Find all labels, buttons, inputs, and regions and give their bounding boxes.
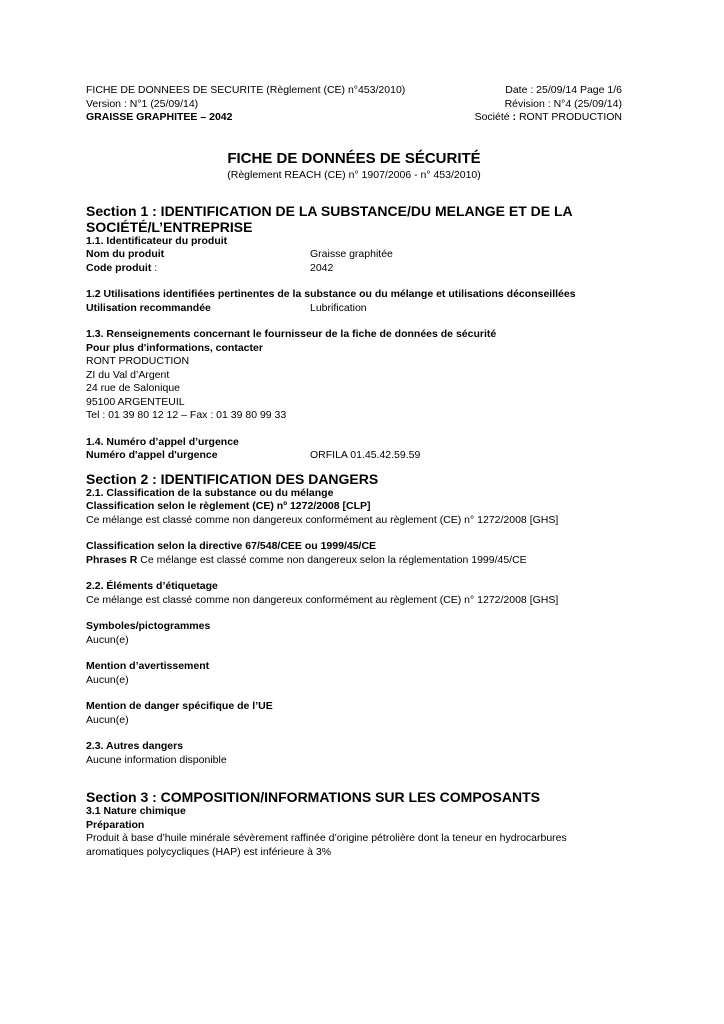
subsection-2-3: 2.3. Autres dangers <box>86 740 184 752</box>
emergency-number-label: Numéro d'appel d'urgence <box>86 449 218 461</box>
product-name-row <box>86 248 622 262</box>
header-company-label: Société <box>474 111 510 123</box>
recommended-use-row <box>86 302 622 316</box>
header-doc-ref: FICHE DE DONNEES DE SECURITE (Règlement (CE) n°453/2010) <box>86 84 406 96</box>
subsection-1-3: 1.3. Renseignements concernant le fournisseur de la fiche de données de sécurité <box>86 328 497 340</box>
document-title: FICHE DE DONNÉES DE SÉCURITÉ <box>227 149 481 167</box>
clp-classification-text: Ce mélange est classé comme non dangereux conformément au règlement (CE) n° 1272/2008 [GHS] <box>86 513 559 526</box>
section-2-title: Section 2 : IDENTIFICATION DES DANGERS <box>86 470 379 487</box>
subsection-2-1: 2.1. Classification de la substance ou du mélange <box>86 486 334 499</box>
preparation-text: Produit à base d’huile minérale sévèrement raffinée d’origine pétrolière dont la teneur en hydrocarbures aromatiques polycycliques (HAP) est inférieure à 3% <box>86 832 567 858</box>
page-header <box>86 84 622 125</box>
product-code-colon: : <box>151 261 158 274</box>
product-code-value: 2042 <box>310 261 334 274</box>
r-phrases-text: Ce mélange est classé comme non dangereux selon la réglementation 1999/45/CE <box>137 553 527 566</box>
labelling-text: Ce mélange est classé comme non dangereux conformément au règlement (CE) n° 1272/2008 [GHS] <box>86 593 559 606</box>
recommended-use-value: Lubrification <box>310 301 367 314</box>
header-date-page: Date : 25/09/14 Page 1/6 <box>505 84 622 96</box>
section-3-title: Section 3 : COMPOSITION/INFORMATIONS SUR LES COMPOSANTS <box>86 789 540 805</box>
product-code-row <box>86 262 622 276</box>
signal-word-value: Aucun(e) <box>86 673 129 686</box>
symbols-title: Symboles/pictogrammes <box>86 620 211 632</box>
subsection-1-2: 1.2 Utilisations identifiées pertinentes de la substance ou du mélange et utilisations déconseillées <box>86 288 576 300</box>
document-page <box>86 84 622 859</box>
recommended-use-label: Utilisation recommandée <box>86 301 211 314</box>
header-row-1 <box>86 84 622 98</box>
product-name-label: Nom du produit <box>86 248 165 260</box>
section-1-title: Section 1 : IDENTIFICATION DE LA SUBSTANCE/DU MELANGE ET DE LA SOCIÉTÉ/L’ENTREPRISE <box>86 202 573 235</box>
header-revision: Révision : N°4 (25/09/14) <box>504 97 622 110</box>
r-phrases-label: Phrases R <box>86 553 138 566</box>
eu-hazard-value: Aucun(e) <box>86 713 129 726</box>
preparation-title: Préparation <box>86 818 145 831</box>
subsection-1-1: 1.1. Identificateur du produit <box>86 234 228 247</box>
address-line-3: 24 rue de Salonique <box>86 382 180 394</box>
header-company-value: RONT PRODUCTION <box>518 111 622 123</box>
directive-classification-title: Classification selon la directive 67/548/CEE ou 1999/45/CE <box>86 540 377 552</box>
emergency-number-value: ORFILA 01.45.42.59.59 <box>310 449 421 461</box>
subsection-3-1: 3.1 Nature chimique <box>86 805 186 817</box>
emergency-number-row <box>86 449 622 463</box>
product-name-value: Graisse graphitée <box>310 248 393 260</box>
subsection-2-2: 2.2. Éléments d’étiquetage <box>86 580 218 592</box>
clp-classification-title: Classification selon le règlement (CE) nº 1272/2008 [CLP] <box>86 500 371 512</box>
subsection-1-4: 1.4. Numéro d’appel d’urgence <box>86 435 239 448</box>
product-code-label-wrap <box>86 262 310 276</box>
header-product: GRAISSE GRAPHITEE – 2042 <box>86 111 233 123</box>
signal-word-title: Mention d’avertissement <box>86 660 210 672</box>
phone-fax: Tel : 01 39 80 12 12 – Fax : 01 39 80 99 33 <box>86 409 287 421</box>
header-row-3 <box>86 111 622 125</box>
header-row-2 <box>86 98 622 112</box>
address-line-2: ZI du Val d’Argent <box>86 368 170 381</box>
document-subtitle: (Règlement REACH (CE) n° 1907/2006 - n° 453/2010) <box>227 168 481 181</box>
address-line-1: RONT PRODUCTION <box>86 355 190 367</box>
eu-hazard-title: Mention de danger spécifique de l’UE <box>86 700 273 712</box>
r-phrases <box>86 554 622 568</box>
header-company-colon: : <box>509 111 519 123</box>
header-version: Version : N°1 (25/09/14) <box>86 97 199 110</box>
other-hazards-value: Aucune information disponible <box>86 753 227 766</box>
contact-label: Pour plus d'informations, contacter <box>86 341 263 354</box>
header-company <box>475 111 622 125</box>
address-line-4: 95100 ARGENTEUIL <box>86 395 185 408</box>
symbols-value: Aucun(e) <box>86 633 129 646</box>
product-code-label: Code produit <box>86 261 152 274</box>
